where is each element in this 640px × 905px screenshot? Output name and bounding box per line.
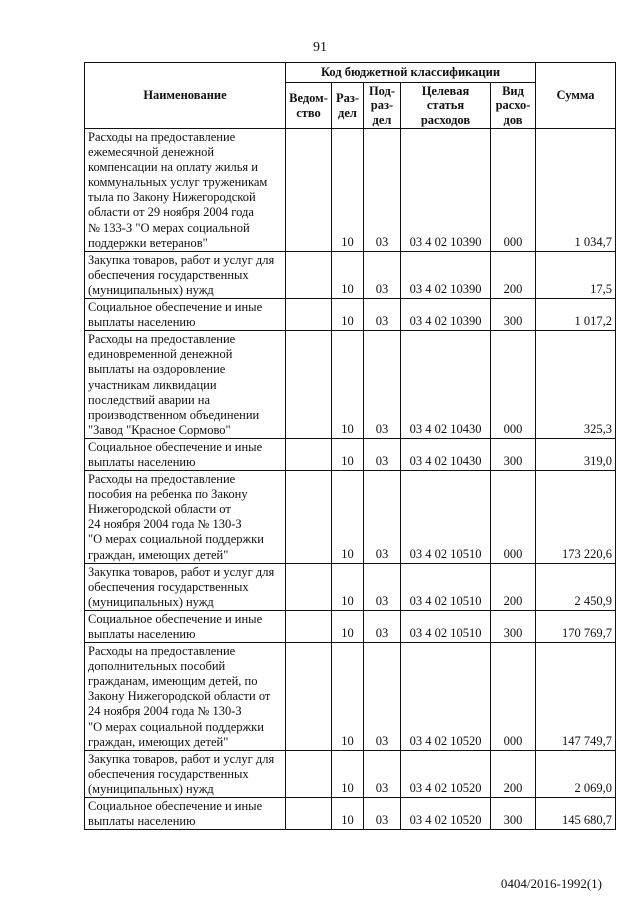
cell-vid-raskhodov: 200	[491, 750, 536, 797]
cell-summa: 319,0	[536, 438, 616, 470]
header-podrazdel: Под- раз- дел	[364, 83, 401, 129]
cell-podrazdel: 03	[364, 563, 401, 610]
cell-vedomstvo	[286, 471, 332, 564]
cell-podrazdel: 03	[364, 331, 401, 439]
cell-razdel: 10	[332, 438, 364, 470]
cell-podrazdel: 03	[364, 643, 401, 751]
cell-razdel: 10	[332, 798, 364, 830]
cell-vedomstvo	[286, 798, 332, 830]
cell-target-article: 03 4 02 10520	[401, 798, 491, 830]
header-summa: Сумма	[536, 63, 616, 129]
cell-razdel: 10	[332, 563, 364, 610]
table-row	[85, 438, 616, 470]
cell-summa: 1 034,7	[536, 129, 616, 252]
cell-vedomstvo	[286, 643, 332, 751]
header-vid-raskhodov: Вид расхо- дов	[491, 83, 536, 129]
cell-vedomstvo	[286, 299, 332, 331]
cell-summa: 173 220,6	[536, 471, 616, 564]
header-razdel: Раз- дел	[332, 83, 364, 129]
cell-razdel: 10	[332, 643, 364, 751]
cell-vid-raskhodov: 000	[491, 129, 536, 252]
cell-vid-raskhodov: 300	[491, 798, 536, 830]
cell-razdel: 10	[332, 610, 364, 642]
cell-name: Расходы на предоставление ежемесячной денежной компенсации на оплату жилья и коммунальных услуг труженикам тыла по Закону Нижегородской области от 29 ноября 2004 года № 133-З "О мерах социальной поддержки ветеранов"	[85, 129, 286, 252]
cell-name: Социальное обеспечение и иные выплаты населению	[85, 438, 286, 470]
cell-name: Закупка товаров, работ и услуг для обеспечения государственных (муниципальных) нужд	[85, 750, 286, 797]
table-row	[85, 643, 616, 751]
cell-podrazdel: 03	[364, 299, 401, 331]
table-row	[85, 331, 616, 439]
cell-podrazdel: 03	[364, 129, 401, 252]
cell-name: Закупка товаров, работ и услуг для обеспечения государственных (муниципальных) нужд	[85, 251, 286, 298]
budget-table	[84, 62, 616, 830]
document-code: 0404/2016-1992(1)	[500, 876, 602, 891]
cell-razdel: 10	[332, 129, 364, 252]
cell-vedomstvo	[286, 610, 332, 642]
header-name: Наименование	[85, 63, 286, 129]
cell-vid-raskhodov: 000	[491, 471, 536, 564]
cell-name: Социальное обеспечение и иные выплаты населению	[85, 299, 286, 331]
cell-summa: 2 069,0	[536, 750, 616, 797]
cell-summa: 170 769,7	[536, 610, 616, 642]
cell-summa: 147 749,7	[536, 643, 616, 751]
cell-vid-raskhodov: 300	[491, 610, 536, 642]
cell-podrazdel: 03	[364, 750, 401, 797]
header-vedomstvo: Ведом- ство	[286, 83, 332, 129]
cell-vid-raskhodov: 200	[491, 563, 536, 610]
cell-target-article: 03 4 02 10390	[401, 129, 491, 252]
table-row	[85, 129, 616, 252]
cell-vid-raskhodov: 200	[491, 251, 536, 298]
cell-podrazdel: 03	[364, 798, 401, 830]
cell-vid-raskhodov: 300	[491, 438, 536, 470]
cell-vid-raskhodov: 300	[491, 299, 536, 331]
cell-name: Расходы на предоставление дополнительных пособий гражданам, имеющим детей, по Закону Нижегородской области от 24 ноября 2004 года № 130-З "О мерах социальной поддержки граждан, имеющих детей"	[85, 643, 286, 751]
cell-name: Расходы на предоставление пособия на ребенка по Закону Нижегородской области от 24 ноября 2004 года № 130-З "О мерах социальной поддержки граждан, имеющих детей"	[85, 471, 286, 564]
cell-summa: 325,3	[536, 331, 616, 439]
cell-target-article: 03 4 02 10520	[401, 750, 491, 797]
cell-summa: 145 680,7	[536, 798, 616, 830]
cell-target-article: 03 4 02 10430	[401, 438, 491, 470]
header-budget-code-group: Код бюджетной классификации	[286, 63, 536, 83]
table-row	[85, 798, 616, 830]
cell-target-article: 03 4 02 10510	[401, 563, 491, 610]
cell-razdel: 10	[332, 331, 364, 439]
cell-name: Расходы на предоставление единовременной денежной выплаты на оздоровление участникам ликвидации последствий аварии на производственном объединении "Завод "Красное Сормово"	[85, 331, 286, 439]
cell-vedomstvo	[286, 438, 332, 470]
cell-podrazdel: 03	[364, 610, 401, 642]
cell-vedomstvo	[286, 129, 332, 252]
cell-target-article: 03 4 02 10430	[401, 331, 491, 439]
table-row	[85, 251, 616, 298]
cell-razdel: 10	[332, 750, 364, 797]
cell-razdel: 10	[332, 471, 364, 564]
cell-razdel: 10	[332, 251, 364, 298]
cell-razdel: 10	[332, 299, 364, 331]
cell-name: Социальное обеспечение и иные выплаты населению	[85, 798, 286, 830]
cell-summa: 17,5	[536, 251, 616, 298]
cell-vid-raskhodov: 000	[491, 643, 536, 751]
cell-name: Социальное обеспечение и иные выплаты населению	[85, 610, 286, 642]
table-row	[85, 299, 616, 331]
table-row	[85, 563, 616, 610]
table-row	[85, 471, 616, 564]
cell-vid-raskhodov: 000	[491, 331, 536, 439]
page-number: 91	[313, 40, 327, 55]
cell-target-article: 03 4 02 10390	[401, 251, 491, 298]
cell-target-article: 03 4 02 10510	[401, 610, 491, 642]
cell-podrazdel: 03	[364, 471, 401, 564]
cell-vedomstvo	[286, 331, 332, 439]
cell-vedomstvo	[286, 563, 332, 610]
cell-podrazdel: 03	[364, 251, 401, 298]
cell-target-article: 03 4 02 10520	[401, 643, 491, 751]
cell-summa: 2 450,9	[536, 563, 616, 610]
cell-summa: 1 017,2	[536, 299, 616, 331]
cell-vedomstvo	[286, 750, 332, 797]
cell-podrazdel: 03	[364, 438, 401, 470]
table-row	[85, 610, 616, 642]
table-row	[85, 750, 616, 797]
cell-name: Закупка товаров, работ и услуг для обеспечения государственных (муниципальных) нужд	[85, 563, 286, 610]
header-tselevaya-statya: Целевая статья расходов	[401, 83, 491, 129]
cell-target-article: 03 4 02 10390	[401, 299, 491, 331]
cell-vedomstvo	[286, 251, 332, 298]
cell-target-article: 03 4 02 10510	[401, 471, 491, 564]
table-body	[85, 129, 616, 830]
